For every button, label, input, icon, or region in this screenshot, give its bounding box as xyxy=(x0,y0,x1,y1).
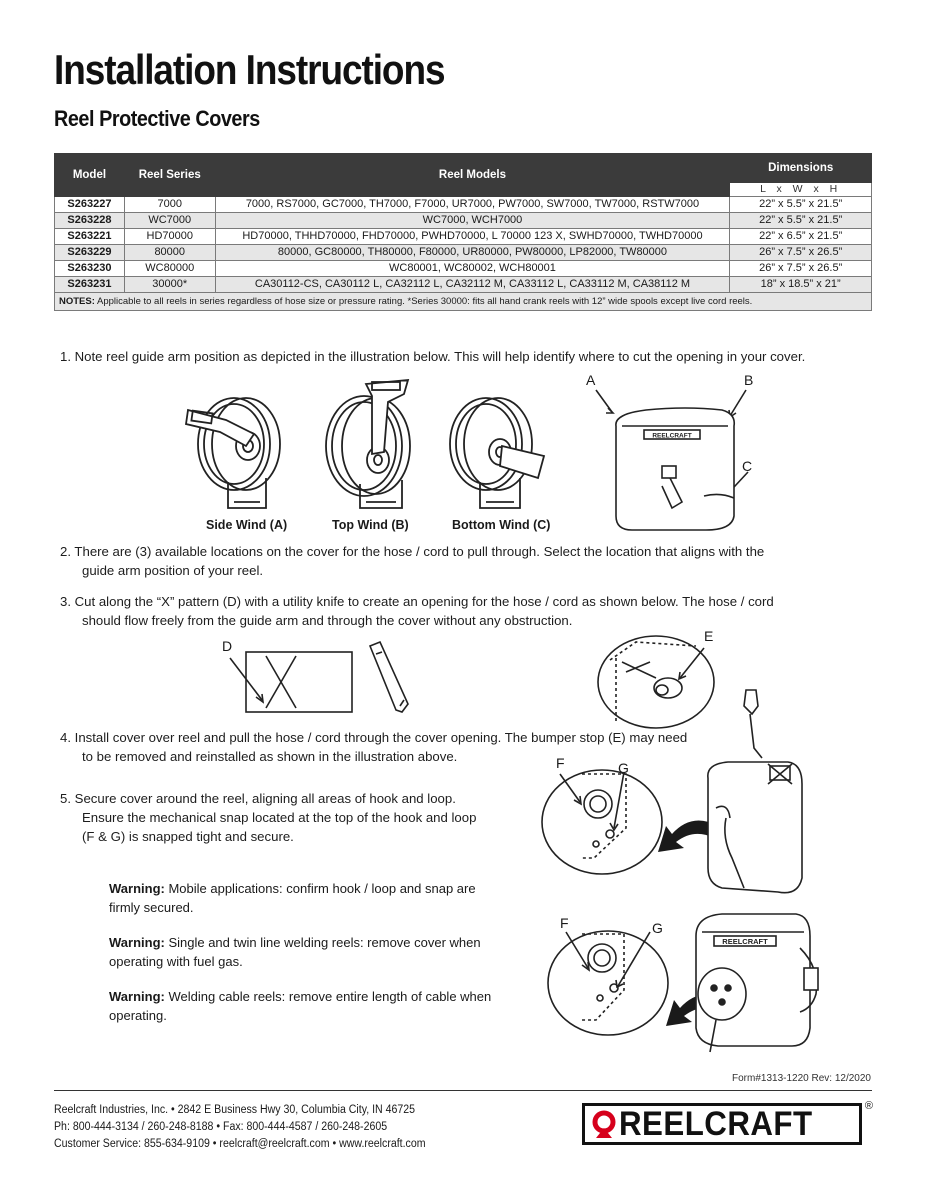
cell-dims: 26” x 7.5” x 26.5” xyxy=(730,245,872,261)
caption-side-wind: Side Wind (A) xyxy=(206,518,288,532)
step-2 xyxy=(60,542,764,580)
label-g-1: G xyxy=(618,760,629,776)
table-row xyxy=(55,229,872,245)
warning-3-label: Warning: xyxy=(109,989,165,1004)
snap-closeup-illustration-2 xyxy=(546,928,670,1038)
label-c: C xyxy=(742,458,753,474)
label-f-1: F xyxy=(556,755,565,771)
step-5-line-3: (F & G) is snapped tight and secure. xyxy=(82,829,294,844)
registered-mark: ® xyxy=(864,1100,873,1112)
installed-cover-illustration-1 xyxy=(698,688,822,908)
cell-dims: 18” x 18.5” x 21” xyxy=(730,277,872,293)
installed-cover-illustration-2 xyxy=(692,908,832,1058)
reelcraft-emblem-icon xyxy=(589,1109,619,1139)
col-header-reel-models: Reel Models xyxy=(215,154,730,197)
x-cut-pattern-illustration xyxy=(226,650,356,714)
table-row xyxy=(55,213,872,229)
cell-dims: 22” x 5.5” x 21.5” xyxy=(730,197,872,213)
caption-bottom-wind: Bottom Wind (C) xyxy=(452,518,551,532)
notes-text: Applicable to all reels in series regardless of hose size or pressure rating. *Series 30000: fits all hand crank reels with 12” wide spools except live cord reels. xyxy=(97,296,753,307)
cell-series: 80000 xyxy=(124,245,215,261)
cell-series: HD70000 xyxy=(124,229,215,245)
warning-1-label: Warning: xyxy=(109,881,165,896)
step-1: 1. Note reel guide arm position as depicted in the illustration below. This will help identify where to cut the opening in your cover. xyxy=(60,349,806,364)
cell-series: WC7000 xyxy=(124,213,215,229)
label-b: B xyxy=(744,372,754,388)
step-3-line-1: 3. Cut along the “X” pattern (D) with a utility knife to create an opening for the hose / cord as shown below. The hose / cord xyxy=(60,594,774,609)
cell-series: 7000 xyxy=(124,197,215,213)
step-3 xyxy=(60,592,774,630)
cell-model: S263230 xyxy=(55,261,125,277)
cell-dims: 26” x 7.5” x 26.5” xyxy=(730,261,872,277)
col-header-dimensions: Dimensions xyxy=(730,154,872,183)
label-g-2: G xyxy=(652,920,663,936)
bottom-wind-reel-illustration xyxy=(440,384,550,514)
side-wind-reel-illustration xyxy=(186,384,286,514)
warning-3-text: Welding cable reels: remove entire length of cable when operating. xyxy=(109,989,492,1023)
warning-1-text: Mobile applications: confirm hook / loop and snap are firmly secured. xyxy=(109,881,476,915)
top-wind-reel-illustration xyxy=(312,372,422,512)
step-4 xyxy=(60,728,687,766)
cover-logo-text-2: REELCRAFT xyxy=(722,937,768,946)
col-header-model: Model xyxy=(55,154,125,197)
cell-model: S263231 xyxy=(55,277,125,293)
table-row xyxy=(55,197,872,213)
warning-3 xyxy=(109,988,509,1025)
reelcraft-logo xyxy=(582,1100,873,1145)
cover-logo-text: REELCRAFT xyxy=(652,432,692,440)
table-row xyxy=(55,261,872,277)
step-5-line-2: Ensure the mechanical snap located at the top of the hook and loop xyxy=(82,810,477,825)
label-d: D xyxy=(222,638,233,654)
footer-customer-service: Customer Service: 855-634-9109 • reelcraft@reelcraft.com • www.reelcraft.com xyxy=(54,1138,426,1150)
table-notes-row xyxy=(55,293,872,311)
snap-closeup-illustration-1 xyxy=(540,768,664,876)
label-e: E xyxy=(704,628,714,644)
label-f-2: F xyxy=(560,915,569,931)
step-3-line-2: should flow freely from the guide arm and through the cover without any obstruction. xyxy=(82,613,573,628)
table-row xyxy=(55,277,872,293)
step-4-line-2: to be removed and reinstalled as shown in the illustration above. xyxy=(82,749,458,764)
page-subtitle: Reel Protective Covers xyxy=(54,106,260,131)
cell-model: S263221 xyxy=(55,229,125,245)
cell-models: CA30112-CS, CA30112 L, CA32112 L, CA32112 M, CA33112 L, CA33112 M, CA38112 M xyxy=(215,277,730,293)
col-header-reel-series: Reel Series xyxy=(124,154,215,197)
form-number: Form#1313-1220 Rev: 12/2020 xyxy=(732,1073,871,1084)
page-title: Installation Instructions xyxy=(54,46,445,93)
cell-model: S263227 xyxy=(55,197,125,213)
step-5-line-1: 5. Secure cover around the reel, aligning all areas of hook and loop. xyxy=(60,791,456,806)
step-4-line-1: 4. Install cover over reel and pull the hose / cord through the cover opening. The bumper stop (E) may need xyxy=(60,730,688,745)
warning-1 xyxy=(109,880,509,917)
step-2-line-1: 2. There are (3) available locations on the cover for the hose / cord to pull through. Select the location that aligns with the xyxy=(60,544,765,559)
spec-table xyxy=(54,153,872,311)
footer-divider xyxy=(54,1090,872,1091)
cover-locations-illustration xyxy=(586,386,756,536)
cell-models: 7000, RS7000, GC7000, TH7000, F7000, UR7000, PW7000, SW7000, TW7000, RSTW7000 xyxy=(215,197,730,213)
cell-series: 30000* xyxy=(124,277,215,293)
table-notes xyxy=(55,293,872,311)
warning-2-text: Single and twin line welding reels: remove cover when operating with fuel gas. xyxy=(109,935,481,969)
cell-models: WC7000, WCH7000 xyxy=(215,213,730,229)
cell-models: WC80001, WC80002, WCH80001 xyxy=(215,261,730,277)
utility-knife-icon xyxy=(364,640,414,720)
cell-model: S263228 xyxy=(55,213,125,229)
cell-model: S263229 xyxy=(55,245,125,261)
col-subheader-dimensions: L x W x H xyxy=(730,183,872,197)
step-5 xyxy=(60,789,476,846)
caption-top-wind: Top Wind (B) xyxy=(332,518,409,532)
notes-label: NOTES: xyxy=(59,296,95,307)
footer-contact xyxy=(54,1102,426,1153)
step-2-line-2: guide arm position of your reel. xyxy=(82,563,264,578)
footer-phone: Ph: 800-444-3134 / 260-248-8188 • Fax: 800-444-4587 / 260-248-2605 xyxy=(54,1121,388,1133)
cell-models: HD70000, THHD70000, FHD70000, PWHD70000, L 70000 123 X, SWHD70000, TWHD70000 xyxy=(215,229,730,245)
warning-2-label: Warning: xyxy=(109,935,165,950)
cell-dims: 22” x 5.5” x 21.5” xyxy=(730,213,872,229)
cell-models: 80000, GC80000, TH80000, F80000, UR80000, PW80000, LP82000, TW80000 xyxy=(215,245,730,261)
logo-wordmark: REELCRAFT xyxy=(619,1104,813,1143)
warning-2 xyxy=(109,934,509,971)
footer-address: Reelcraft Industries, Inc. • 2842 E Business Hwy 30, Columbia City, IN 46725 xyxy=(54,1104,416,1116)
label-a: A xyxy=(586,372,596,388)
cell-dims: 22” x 6.5” x 21.5” xyxy=(730,229,872,245)
cell-series: WC80000 xyxy=(124,261,215,277)
table-row xyxy=(55,245,872,261)
